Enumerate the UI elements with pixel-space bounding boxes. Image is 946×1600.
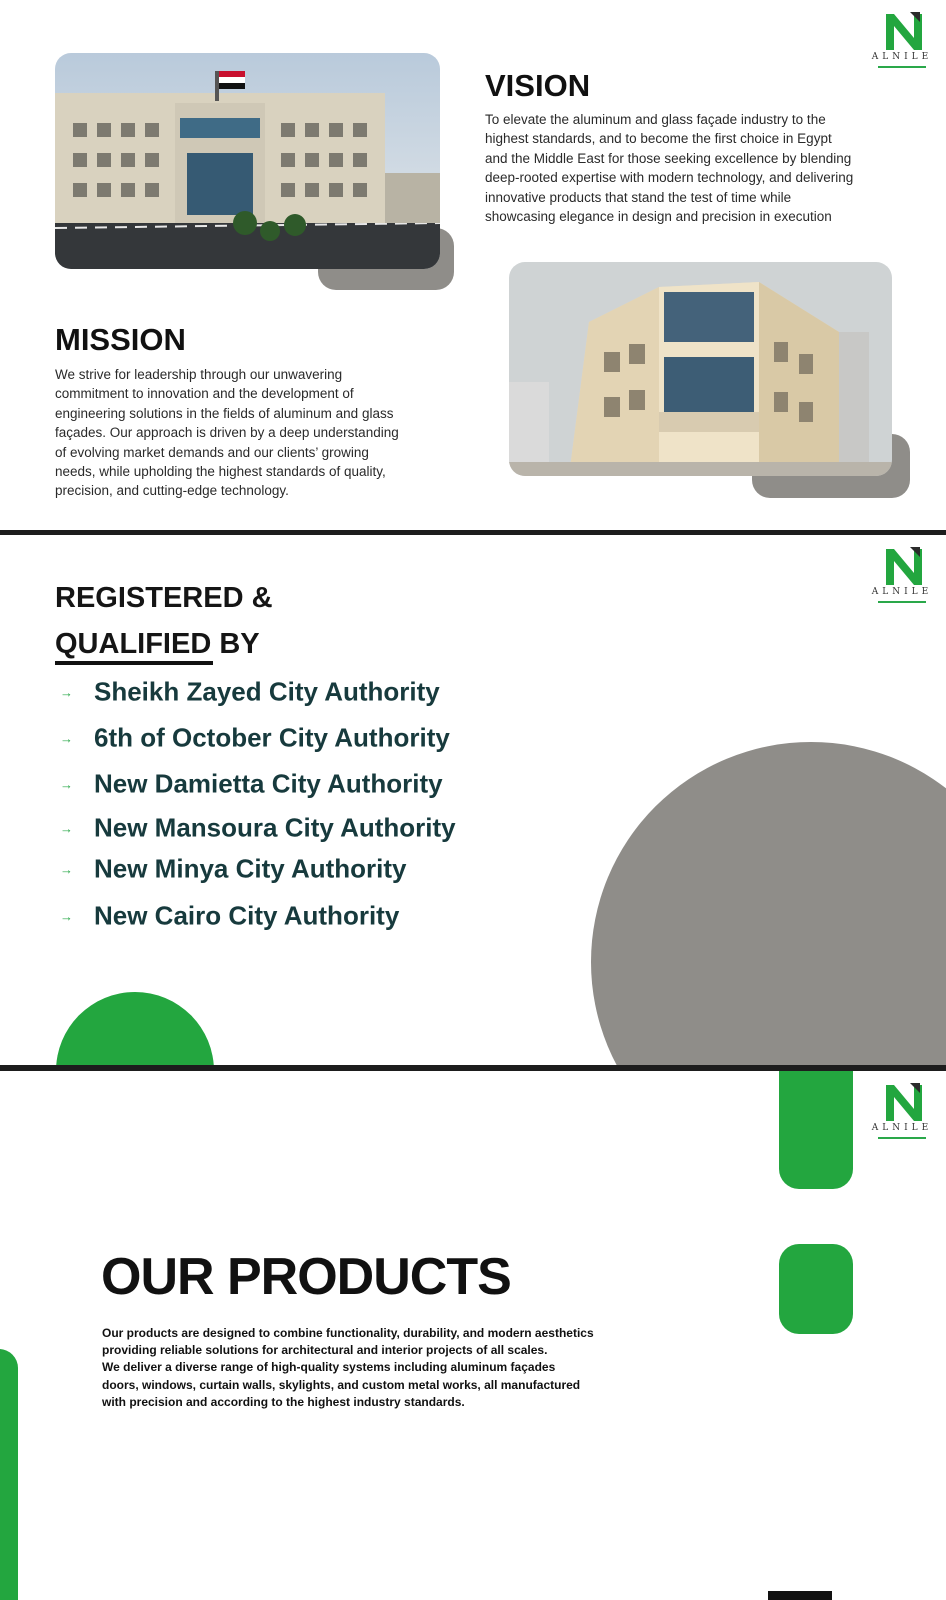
arrow-right-icon: → [60, 776, 73, 792]
products-title: OUR PRODUCTS [101, 1248, 511, 1306]
list-item: → New Cairo City Authority [60, 900, 400, 931]
vision-mission-slide [0, 0, 946, 530]
mission-text: We strive for leadership through our unwavering commitment to innovation and the development of engineering solutions in the fields of aluminum and glass façades. Our approach is driven by a deep understanding of evolving market demands and our clients’ growing needs, while upholding the highest standards of quality, precision, and cutting-edge technology. [55, 367, 399, 499]
brand-tagline-bar [878, 1137, 926, 1139]
decorative-green-pill [779, 1071, 853, 1189]
registered-slide [0, 535, 946, 1065]
products-text: Our products are designed to combine functionality, durability, and modern aesthetics providing reliable solutions for architectural and interior projects of all scales. We deliver a diverse range of high-quality systems including aluminum façades doors, windows, curtain walls, skylights, and custom metal works, all manufactured with precision and according to the highest industry standards. [102, 1326, 594, 1409]
brand-tagline-bar [878, 601, 926, 603]
mission-title: MISSION [55, 322, 186, 357]
products-slide [0, 1071, 946, 1600]
decorative-black-tab [768, 1591, 832, 1600]
logo-n-icon [884, 545, 924, 587]
brand-name: ALNILE [871, 52, 933, 62]
list-item: → New Damietta City Authority [60, 768, 443, 799]
registered-title: REGISTERED & QUALIFIED BY [55, 582, 273, 660]
brand-name: ALNILE [871, 1123, 933, 1133]
list-item: → New Minya City Authority [60, 853, 407, 884]
decorative-grey-circle [591, 742, 946, 1065]
decorative-green-circle [56, 992, 214, 1065]
building-photo-1 [55, 53, 440, 269]
brand-tagline-bar [878, 66, 926, 68]
alnile-logo [862, 1079, 942, 1149]
arrow-right-icon: → [60, 684, 73, 700]
decorative-green-pill [779, 1244, 853, 1334]
alnile-logo [862, 543, 942, 613]
title-underline [55, 661, 213, 665]
arrow-right-icon: → [60, 908, 73, 924]
decorative-green-bar [0, 1349, 18, 1600]
logo-n-icon [884, 10, 924, 52]
vision-title: VISION [485, 68, 591, 103]
list-item: → New Mansoura City Authority [60, 812, 456, 843]
arrow-right-icon: → [60, 730, 73, 746]
arrow-right-icon: → [60, 861, 73, 877]
alnile-logo [862, 8, 942, 78]
list-item: → 6th of October City Authority [60, 722, 450, 753]
list-item: → Sheikh Zayed City Authority [60, 676, 440, 707]
logo-n-icon [884, 1081, 924, 1123]
building-photo-2 [509, 262, 892, 476]
brand-name: ALNILE [871, 587, 933, 597]
vision-text: To elevate the aluminum and glass façade industry to the highest standards, and to become the first choice in Egypt and the Middle East for those seeking excellence by blending deep-rooted expertise with modern technology, and delivering innovative products that stand the test of time while showcasing elegance in design and precision in execution [485, 112, 854, 225]
arrow-right-icon: → [60, 820, 73, 836]
